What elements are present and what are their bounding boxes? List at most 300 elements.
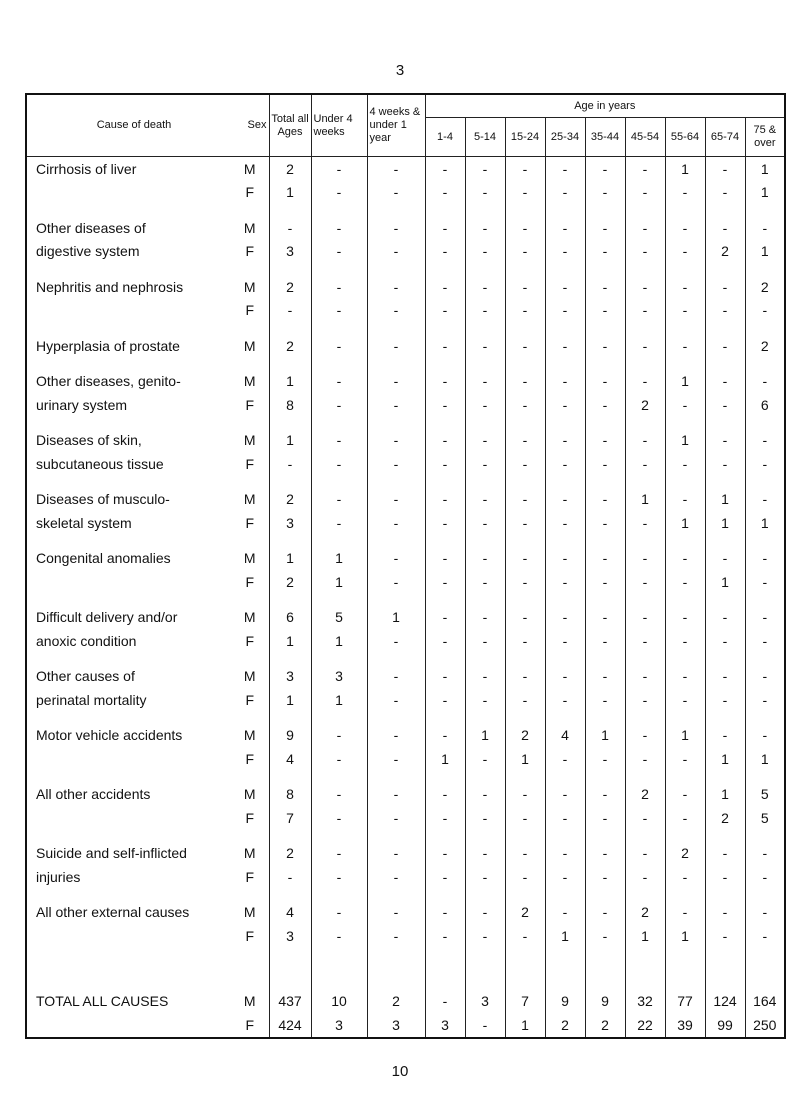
value-cell: - bbox=[425, 488, 465, 512]
value-cell: - bbox=[745, 299, 785, 323]
value-cell: - bbox=[545, 547, 585, 571]
value-cell: 1 bbox=[665, 511, 705, 535]
sex-cell: F bbox=[231, 393, 269, 417]
header-age-6: 55-64 bbox=[665, 118, 705, 157]
sex-cell: M bbox=[231, 990, 269, 1014]
value-cell: - bbox=[367, 665, 425, 689]
value-cell: 1 bbox=[625, 488, 665, 512]
value-cell: 1 bbox=[705, 511, 745, 535]
sex-cell: M bbox=[231, 842, 269, 866]
value-cell: - bbox=[585, 747, 625, 771]
value-cell: 2 bbox=[269, 275, 311, 299]
value-cell: - bbox=[705, 181, 745, 205]
value-cell: - bbox=[625, 865, 665, 889]
value-cell: 4 bbox=[269, 901, 311, 925]
sex-cell: M bbox=[231, 547, 269, 571]
value-cell: - bbox=[425, 806, 465, 830]
header-age-2: 15-24 bbox=[505, 118, 545, 157]
value-cell: - bbox=[425, 511, 465, 535]
value-cell: 7 bbox=[505, 990, 545, 1014]
value-cell: - bbox=[585, 181, 625, 205]
table-row bbox=[26, 747, 785, 771]
value-cell: - bbox=[665, 547, 705, 571]
table-row bbox=[26, 299, 785, 323]
cause-cell: Difficult delivery and/or bbox=[36, 609, 178, 626]
value-cell: - bbox=[505, 429, 545, 453]
sex-cell: M bbox=[231, 901, 269, 925]
value-cell: - bbox=[545, 688, 585, 712]
value-cell: - bbox=[545, 842, 585, 866]
value-cell: - bbox=[545, 216, 585, 240]
value-cell: 9 bbox=[545, 990, 585, 1014]
value-cell: 10 bbox=[311, 990, 367, 1014]
value-cell: - bbox=[425, 688, 465, 712]
value-cell: 5 bbox=[311, 606, 367, 630]
value-cell: - bbox=[465, 688, 505, 712]
value-cell: 1 bbox=[269, 547, 311, 571]
value-cell: - bbox=[465, 665, 505, 689]
value-cell: - bbox=[545, 181, 585, 205]
value-cell: - bbox=[311, 275, 367, 299]
value-cell: - bbox=[745, 452, 785, 476]
value-cell: - bbox=[425, 157, 465, 181]
value-cell: - bbox=[705, 606, 745, 630]
table-row bbox=[26, 157, 785, 181]
value-cell: - bbox=[585, 665, 625, 689]
value-cell: - bbox=[665, 275, 705, 299]
header-age-5: 45-54 bbox=[625, 118, 665, 157]
value-cell: 1 bbox=[665, 157, 705, 181]
value-cell: - bbox=[665, 216, 705, 240]
value-cell: - bbox=[665, 901, 705, 925]
value-cell: - bbox=[545, 511, 585, 535]
value-cell: - bbox=[745, 865, 785, 889]
header-cause: Cause of death bbox=[26, 94, 231, 157]
row-spacer bbox=[26, 771, 785, 783]
value-cell: - bbox=[311, 157, 367, 181]
value-cell: 1 bbox=[745, 747, 785, 771]
value-cell: - bbox=[505, 783, 545, 807]
value-cell: - bbox=[367, 629, 425, 653]
value-cell: - bbox=[625, 429, 665, 453]
value-cell: - bbox=[367, 429, 425, 453]
value-cell: - bbox=[311, 724, 367, 748]
value-cell: - bbox=[705, 275, 745, 299]
value-cell: - bbox=[625, 629, 665, 653]
value-cell: 124 bbox=[705, 990, 745, 1014]
value-cell: - bbox=[367, 724, 425, 748]
value-cell: - bbox=[505, 665, 545, 689]
table-row bbox=[26, 629, 785, 653]
value-cell: 9 bbox=[585, 990, 625, 1014]
value-cell: - bbox=[367, 299, 425, 323]
value-cell: - bbox=[745, 924, 785, 948]
value-cell: 1 bbox=[665, 924, 705, 948]
value-cell: - bbox=[311, 299, 367, 323]
row-spacer bbox=[26, 358, 785, 370]
value-cell: - bbox=[311, 747, 367, 771]
value-cell: - bbox=[269, 865, 311, 889]
cause-cell: Diseases of skin, bbox=[36, 432, 142, 449]
value-cell: 99 bbox=[705, 1013, 745, 1038]
value-cell: - bbox=[585, 299, 625, 323]
sex-cell: M bbox=[231, 606, 269, 630]
value-cell: - bbox=[745, 688, 785, 712]
value-cell: - bbox=[665, 629, 705, 653]
value-cell: 1 bbox=[545, 924, 585, 948]
value-cell: - bbox=[545, 334, 585, 358]
header-age-1: 5-14 bbox=[465, 118, 505, 157]
table-row bbox=[26, 865, 785, 889]
value-cell: 2 bbox=[545, 1013, 585, 1038]
row-spacer bbox=[26, 830, 785, 842]
value-cell: - bbox=[311, 865, 367, 889]
value-cell: - bbox=[505, 157, 545, 181]
value-cell: - bbox=[367, 240, 425, 264]
value-cell: - bbox=[465, 901, 505, 925]
value-cell: - bbox=[705, 724, 745, 748]
value-cell: - bbox=[585, 901, 625, 925]
table-row bbox=[26, 370, 785, 394]
value-cell: 1 bbox=[705, 570, 745, 594]
value-cell: - bbox=[705, 865, 745, 889]
value-cell: - bbox=[311, 783, 367, 807]
value-cell: - bbox=[665, 488, 705, 512]
value-cell: - bbox=[425, 275, 465, 299]
value-cell: - bbox=[705, 924, 745, 948]
page-number-top: 3 bbox=[395, 62, 405, 79]
value-cell: - bbox=[745, 370, 785, 394]
value-cell: - bbox=[625, 747, 665, 771]
sex-cell: F bbox=[231, 688, 269, 712]
value-cell: - bbox=[367, 275, 425, 299]
value-cell: - bbox=[585, 429, 625, 453]
sex-cell: F bbox=[231, 806, 269, 830]
value-cell: 1 bbox=[705, 747, 745, 771]
value-cell: - bbox=[585, 216, 625, 240]
cause-cell: Nephritis and nephrosis bbox=[36, 278, 184, 295]
value-cell: 1 bbox=[745, 157, 785, 181]
cause-cell bbox=[26, 1013, 231, 1038]
mortality-table bbox=[25, 93, 786, 1039]
row-spacer bbox=[26, 417, 785, 429]
sex-cell: M bbox=[231, 429, 269, 453]
cause-cell: Other diseases of bbox=[36, 219, 146, 236]
value-cell: - bbox=[465, 216, 505, 240]
value-cell: - bbox=[311, 429, 367, 453]
value-cell: - bbox=[505, 688, 545, 712]
value-cell: - bbox=[311, 240, 367, 264]
value-cell: 2 bbox=[585, 1013, 625, 1038]
value-cell: - bbox=[545, 240, 585, 264]
value-cell: - bbox=[505, 370, 545, 394]
value-cell: - bbox=[545, 429, 585, 453]
value-cell: - bbox=[745, 606, 785, 630]
header-age-4: 35-44 bbox=[585, 118, 625, 157]
value-cell: - bbox=[665, 181, 705, 205]
value-cell: 1 bbox=[269, 429, 311, 453]
value-cell: - bbox=[465, 299, 505, 323]
value-cell: - bbox=[311, 452, 367, 476]
header-age-7: 65-74 bbox=[705, 118, 745, 157]
value-cell: 2 bbox=[269, 570, 311, 594]
value-cell: - bbox=[705, 452, 745, 476]
value-cell: 1 bbox=[745, 240, 785, 264]
value-cell: - bbox=[465, 511, 505, 535]
value-cell: - bbox=[585, 570, 625, 594]
value-cell: - bbox=[545, 157, 585, 181]
value-cell: - bbox=[585, 157, 625, 181]
value-cell: - bbox=[665, 806, 705, 830]
value-cell: 1 bbox=[585, 724, 625, 748]
sex-cell: M bbox=[231, 334, 269, 358]
cause-cell: injuries bbox=[36, 868, 81, 885]
value-cell: - bbox=[705, 334, 745, 358]
value-cell: 5 bbox=[745, 806, 785, 830]
value-cell: 6 bbox=[745, 393, 785, 417]
value-cell: - bbox=[425, 901, 465, 925]
value-cell: - bbox=[625, 724, 665, 748]
value-cell: - bbox=[745, 901, 785, 925]
value-cell: - bbox=[585, 924, 625, 948]
value-cell: 1 bbox=[311, 547, 367, 571]
value-cell: - bbox=[425, 216, 465, 240]
value-cell: 5 bbox=[745, 783, 785, 807]
value-cell: - bbox=[705, 629, 745, 653]
value-cell: - bbox=[425, 452, 465, 476]
sex-cell: M bbox=[231, 275, 269, 299]
value-cell: - bbox=[367, 924, 425, 948]
value-cell: - bbox=[367, 865, 425, 889]
value-cell: - bbox=[745, 665, 785, 689]
table-row bbox=[26, 665, 785, 689]
cause-cell: perinatal mortality bbox=[36, 691, 147, 708]
value-cell: 1 bbox=[269, 181, 311, 205]
sex-cell: M bbox=[231, 216, 269, 240]
header-age-group: Age in years bbox=[425, 94, 785, 118]
value-cell: - bbox=[545, 452, 585, 476]
table-row bbox=[26, 901, 785, 925]
value-cell: - bbox=[465, 275, 505, 299]
value-cell: - bbox=[625, 842, 665, 866]
value-cell: - bbox=[311, 393, 367, 417]
value-cell: 1 bbox=[367, 606, 425, 630]
value-cell: - bbox=[665, 606, 705, 630]
value-cell: 1 bbox=[505, 1013, 545, 1038]
sex-cell: M bbox=[231, 370, 269, 394]
value-cell: - bbox=[585, 606, 625, 630]
value-cell: - bbox=[425, 334, 465, 358]
value-cell: - bbox=[311, 842, 367, 866]
row-spacer bbox=[26, 322, 785, 334]
value-cell: - bbox=[665, 783, 705, 807]
table-row bbox=[26, 511, 785, 535]
value-cell: 4 bbox=[545, 724, 585, 748]
table-row bbox=[26, 842, 785, 866]
value-cell: - bbox=[465, 452, 505, 476]
table-row bbox=[26, 783, 785, 807]
value-cell: - bbox=[745, 547, 785, 571]
value-cell: - bbox=[545, 629, 585, 653]
value-cell: - bbox=[665, 240, 705, 264]
sex-cell: F bbox=[231, 747, 269, 771]
cause-cell: Hyperplasia of prostate bbox=[36, 337, 180, 354]
value-cell: - bbox=[585, 865, 625, 889]
value-cell: 2 bbox=[705, 806, 745, 830]
header-age-8: 75 & over bbox=[745, 118, 785, 157]
value-cell: - bbox=[705, 842, 745, 866]
value-cell: 8 bbox=[269, 783, 311, 807]
value-cell: 2 bbox=[269, 334, 311, 358]
value-cell: 1 bbox=[311, 570, 367, 594]
value-cell: 1 bbox=[665, 429, 705, 453]
value-cell: 1 bbox=[745, 181, 785, 205]
cause-cell bbox=[26, 924, 231, 948]
value-cell: - bbox=[705, 299, 745, 323]
cause-cell: subcutaneous tissue bbox=[36, 455, 164, 472]
value-cell: - bbox=[311, 488, 367, 512]
value-cell: 3 bbox=[367, 1013, 425, 1038]
value-cell: 2 bbox=[745, 334, 785, 358]
value-cell: - bbox=[625, 299, 665, 323]
value-cell: 3 bbox=[425, 1013, 465, 1038]
value-cell: - bbox=[625, 688, 665, 712]
cause-cell bbox=[26, 181, 231, 205]
value-cell: - bbox=[425, 724, 465, 748]
sex-cell: M bbox=[231, 665, 269, 689]
value-cell: - bbox=[585, 688, 625, 712]
value-cell: - bbox=[545, 865, 585, 889]
value-cell: - bbox=[465, 547, 505, 571]
table-row bbox=[26, 488, 785, 512]
value-cell: - bbox=[625, 275, 665, 299]
row-spacer bbox=[26, 712, 785, 724]
value-cell: - bbox=[425, 606, 465, 630]
value-cell: - bbox=[545, 665, 585, 689]
total-row bbox=[26, 990, 785, 1014]
value-cell: - bbox=[505, 629, 545, 653]
value-cell: - bbox=[465, 842, 505, 866]
sex-cell: M bbox=[231, 488, 269, 512]
sex-cell: M bbox=[231, 157, 269, 181]
value-cell: - bbox=[425, 665, 465, 689]
table-row bbox=[26, 240, 785, 264]
table-row bbox=[26, 216, 785, 240]
value-cell: 3 bbox=[269, 240, 311, 264]
value-cell: - bbox=[625, 452, 665, 476]
value-cell: - bbox=[625, 181, 665, 205]
table-row bbox=[26, 181, 785, 205]
table-row bbox=[26, 275, 785, 299]
value-cell: - bbox=[625, 547, 665, 571]
value-cell: - bbox=[311, 901, 367, 925]
value-cell: - bbox=[465, 806, 505, 830]
value-cell: - bbox=[625, 665, 665, 689]
value-cell: 2 bbox=[625, 901, 665, 925]
value-cell: - bbox=[465, 488, 505, 512]
value-cell: - bbox=[585, 629, 625, 653]
cause-cell bbox=[26, 806, 231, 830]
value-cell: 1 bbox=[269, 370, 311, 394]
value-cell: - bbox=[665, 299, 705, 323]
value-cell: - bbox=[545, 570, 585, 594]
value-cell: - bbox=[465, 181, 505, 205]
value-cell: - bbox=[705, 547, 745, 571]
value-cell: - bbox=[465, 865, 505, 889]
cause-cell: Cirrhosis of liver bbox=[36, 160, 137, 177]
table-row bbox=[26, 429, 785, 453]
header-4-weeks-under-1-year: 4 weeks & under 1 year bbox=[367, 94, 425, 157]
value-cell: - bbox=[367, 393, 425, 417]
value-cell: - bbox=[625, 157, 665, 181]
value-cell: - bbox=[505, 570, 545, 594]
cause-cell: Other causes of bbox=[36, 668, 135, 685]
cause-cell: urinary system bbox=[36, 396, 128, 413]
value-cell: - bbox=[465, 429, 505, 453]
value-cell: - bbox=[425, 547, 465, 571]
value-cell: - bbox=[585, 547, 625, 571]
value-cell: 2 bbox=[505, 724, 545, 748]
cause-cell: skeletal system bbox=[36, 514, 132, 531]
value-cell: - bbox=[311, 370, 367, 394]
page-number-bottom: 10 bbox=[391, 1063, 409, 1080]
table-row bbox=[26, 452, 785, 476]
value-cell: - bbox=[585, 240, 625, 264]
cause-cell: All other external causes bbox=[36, 904, 190, 921]
value-cell: - bbox=[367, 688, 425, 712]
value-cell: 9 bbox=[269, 724, 311, 748]
cause-cell: anoxic condition bbox=[36, 632, 137, 649]
value-cell: 2 bbox=[665, 842, 705, 866]
sex-cell: F bbox=[231, 865, 269, 889]
sex-cell: F bbox=[231, 240, 269, 264]
value-cell: - bbox=[425, 370, 465, 394]
value-cell: 1 bbox=[425, 747, 465, 771]
value-cell: - bbox=[367, 181, 425, 205]
value-cell: - bbox=[665, 665, 705, 689]
value-cell: - bbox=[545, 606, 585, 630]
cause-cell: All other accidents bbox=[36, 786, 151, 803]
value-cell: 3 bbox=[269, 924, 311, 948]
sex-cell: F bbox=[231, 511, 269, 535]
cause-cell: Motor vehicle accidents bbox=[36, 727, 183, 744]
table-row bbox=[26, 547, 785, 571]
value-cell: - bbox=[505, 606, 545, 630]
value-cell: - bbox=[585, 842, 625, 866]
value-cell: - bbox=[705, 688, 745, 712]
value-cell: 1 bbox=[269, 688, 311, 712]
value-cell: 1 bbox=[465, 724, 505, 748]
value-cell: 424 bbox=[269, 1013, 311, 1038]
table-row bbox=[26, 806, 785, 830]
value-cell: - bbox=[625, 570, 665, 594]
value-cell: - bbox=[465, 157, 505, 181]
value-cell: - bbox=[705, 157, 745, 181]
value-cell: 1 bbox=[311, 688, 367, 712]
value-cell: - bbox=[425, 842, 465, 866]
value-cell: - bbox=[505, 547, 545, 571]
value-cell: 1 bbox=[705, 488, 745, 512]
value-cell: 2 bbox=[367, 990, 425, 1014]
value-cell: - bbox=[425, 924, 465, 948]
header-sex: Sex bbox=[231, 94, 269, 157]
value-cell: - bbox=[505, 511, 545, 535]
header-under-4-weeks: Under 4 weeks bbox=[311, 94, 367, 157]
value-cell: - bbox=[367, 547, 425, 571]
value-cell: - bbox=[465, 370, 505, 394]
value-cell: - bbox=[425, 393, 465, 417]
value-cell: - bbox=[367, 511, 425, 535]
